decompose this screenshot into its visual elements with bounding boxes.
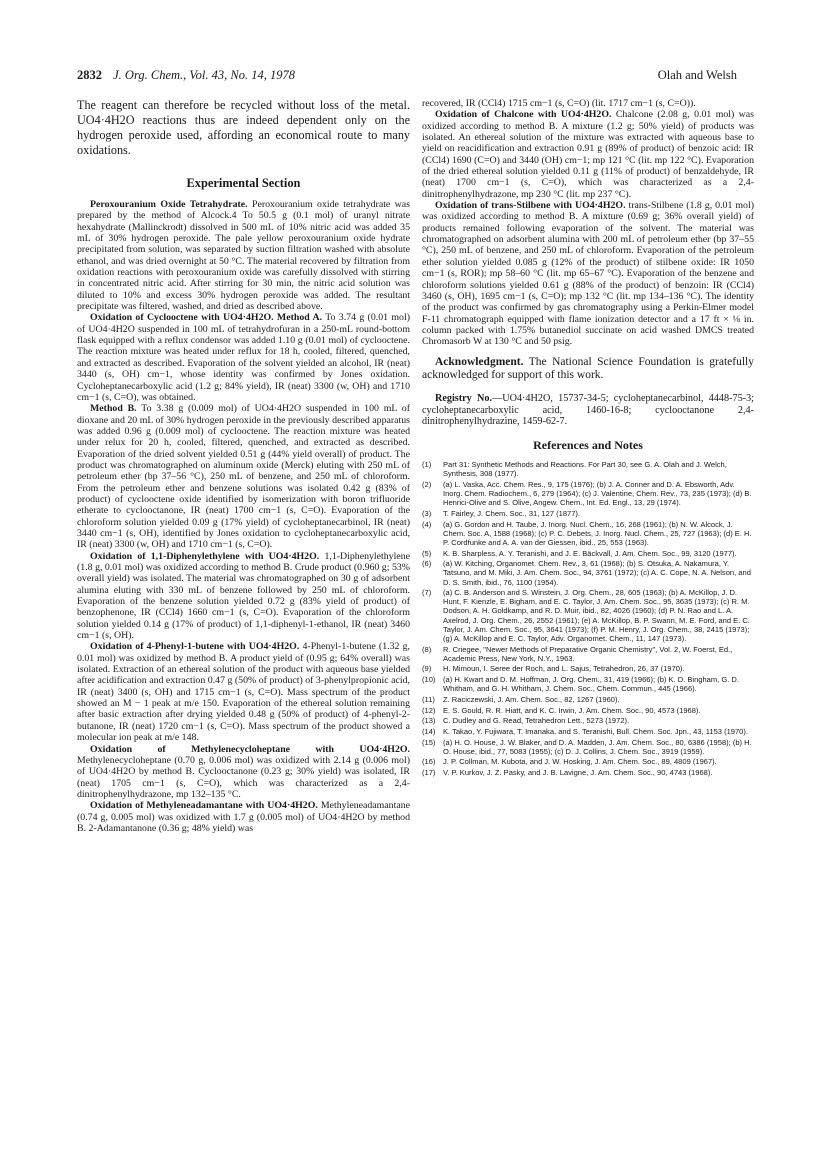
- reference-item: [422, 645, 754, 663]
- reference-number: (16): [422, 757, 436, 767]
- reference-text: Part 31: Synthetic Methods and Reactions. For Part 30, see G. A. Olah and J. Welch, Synthesis, 308 (1977).: [443, 460, 727, 479]
- procedure-title: Method B.: [90, 403, 137, 415]
- procedure-paragraph: [77, 312, 410, 403]
- reference-number: (17): [422, 767, 436, 777]
- journal-citation: J. Org. Chem., Vol. 43, No. 14, 1978: [113, 68, 295, 82]
- reference-text: (a) H. Kwart and D. M. Hoffman, J. Org. Chem., 31, 419 (1966); (b) K. D. Bingham, G. D. Whitham, and G. H. Whitham, J. Chem. Soc., Chem. Commun., 445 (1966).: [443, 675, 739, 694]
- reference-number: (7): [422, 588, 432, 598]
- procedure-paragraph: [77, 199, 410, 312]
- reference-text: (a) L. Vaska, Acc. Chem. Res., 9, 175 (1976); (b) J. A. Conner and D. A. Ebsworth, Adv. Inorg. Chem. Radiochem., 6, 279 (1964); (c) J. Valentine, Chem. Rev., 73, 235 (1973); (d) B. Henrici-Olive and S. Olive, Angew. Chem., Int. Ed. Engl., 13, 29 (1974).: [443, 479, 752, 508]
- procedure-paragraph: [77, 641, 410, 743]
- reference-number: (6): [422, 559, 432, 569]
- reference-number: (14): [422, 726, 436, 736]
- reference-item: [422, 757, 754, 766]
- reference-item: [422, 695, 754, 704]
- registry-text: —UO4·4H2O, 15737-34-5; cycloheptanecarbinol, 4448-75-3; cycloheptanecarboxylic acid, 1460-16-8; cyclooctanone 2,4-dinitrophenylhydrazine, 1459-62-7.: [422, 392, 754, 428]
- reference-text: C. Dudley and G. Read, Tetrahedron Lett., 5273 (1972).: [443, 716, 630, 726]
- page-number: 2832: [77, 68, 102, 82]
- reference-text: E. S. Gould, R. R. Hiatt, and K. C. Irwin, J. Am. Chem. Soc., 90, 4573 (1968).: [443, 705, 701, 715]
- procedure-title: Oxidation of Chalcone with UO4·4H2O.: [435, 109, 612, 121]
- left-column: [77, 98, 410, 834]
- reference-number: (13): [422, 716, 436, 726]
- reference-item: [422, 520, 754, 547]
- reference-text: K. B. Sharpless, A. Y. Teranishi, and J. E. Bäckvall, J. Am. Chem. Soc., 99, 3120 (1977).: [443, 548, 737, 558]
- procedure-text: Peroxouranium oxide tetrahydrate was prepared by the method of Alcock.4 To 50.5 g (0.1 mol) of uranyl nitrate hexahydrate (Mallinckrodt) dissolved in 500 mL of 10% nitric acid was added 35 mL of 30% hydrogen peroxide. The pale yellow peroxouranium oxide hydrate precipitated from solution, was separated by suction filtration washed with absolute ethanol, and was dried overnight at 50 °C. The material recovered by filtration from oxidation reactions with peroxouranium oxide was carefully dissolved with stirring in concentrated nitric acid. After stirring for 30 min, the nitric acid solution was diluted to 10% and excess 30% hydrogen peroxide was added. The resultant precipitate was filtered, washed, and dried as described above.: [77, 199, 410, 313]
- procedure-title: Peroxouranium Oxide Tetrahydrate.: [90, 199, 248, 210]
- procedure-title: Oxidation of Methylenecycloheptane with UO4·4H2O.: [90, 743, 410, 755]
- procedure-paragraph: [77, 551, 410, 642]
- reference-item: [422, 768, 754, 777]
- procedure-text: Chalcone (2.08 g, 0.01 mol) was oxidized according to method B. A mixture (1.2 g; 50% yield) of products was isolated. An ethereal solution of the mixture was extracted with aqueous base to yield on reacidification and extraction 0.91 g (89% of product) of benzoic acid: IR (CCl4) 1690 (C=O) and 3440 (OH) cm−1; mp 121 °C (lit. mp 122 °C). Evaporation of the dried ethereal solution yielded 0.11 g (11% of product) of benzaldehyde, IR (neat) 1700 cm−1 (s, C=O), which was characterized as a 2,4-dinitrophenylhydrazone, mp 230 °C (lit. mp 237 °C).: [422, 109, 754, 200]
- reference-item: [422, 738, 754, 756]
- reference-text: (a) W. Kitching, Organomet. Chem. Rev., 3, 61 (1968); (b) S. Otsuka, A. Nakamura, Y. Tatsuno, and M. Miki, J. Am. Chem. Soc., 94, 3761 (1972); (c) A. C. Cope, N. A. Nelson, and D. S. Smith, ibid., 76, 1100 (1954).: [443, 559, 751, 587]
- intro-paragraph: The reagent can therefore be recycled without loss of the metal. UO4·4H2O reactions thus are indeed dependent only on the hydrogen peroxide used, affording an economical route to many oxidations.: [77, 98, 410, 157]
- reference-number: (9): [422, 664, 432, 674]
- header-left: [77, 68, 295, 83]
- reference-item: [422, 716, 754, 725]
- procedure-title: Oxidation of 4-Phenyl-1-butene with UO4·4H2O.: [90, 641, 300, 653]
- reference-text: J. P. Collman, M. Kubota, and J. W. Hosking, J. Am. Chem. Soc., 89, 4809 (1967).: [443, 757, 717, 767]
- reference-number: (4): [422, 519, 432, 529]
- procedure-title: Oxidation of Methyleneadamantane with UO4·4H2O.: [90, 800, 318, 812]
- reference-text: (a) G. Gordon and H. Taube, J. Inorg. Nucl. Chem., 16, 268 (1961); (b) N. W. Alcock, J. Chem. Soc. A, 1588 (1968); (c) P. C. Debets, J. Inorg. Nucl. Chem., 25, 727 (1963); (d) E. H. P. Cordfunke and A. A. van der Giessen, ibid., 25, 553 (1963).: [443, 519, 752, 547]
- reference-text: Z. Raciczewski, J. Am. Chem. Soc., 82, 1267 (1960).: [443, 694, 620, 704]
- reference-item: [422, 727, 754, 736]
- reference-text: V. P. Kurkov, J. Z. Pasky, and J. B. Lavigne, J. Am. Chem. Soc., 90, 4743 (1968).: [443, 767, 713, 777]
- reference-number: (15): [422, 737, 436, 747]
- reference-item: [422, 549, 754, 558]
- reference-item: [422, 664, 754, 673]
- acknowledgment-text: The National Science Foundation is gratefully acknowledged for support of this work.: [422, 355, 755, 382]
- reference-number: (5): [422, 548, 432, 558]
- reference-item: [422, 460, 754, 478]
- reference-number: (8): [422, 644, 432, 654]
- reference-item: [422, 675, 754, 693]
- reference-number: (3): [422, 508, 432, 518]
- reference-text: (a) H. O. House, J. W. Blaker, and D. A. Madden, J. Am. Chem. Soc., 80, 6386 (1958); (b) H. O. House, ibid., 77, 5083 (1955); (c) D. J. Collins, J. Chem. Soc., 3919 (1959).: [443, 737, 752, 756]
- continued-text: recovered, IR (CCl4) 1715 cm−1 (s, C=O) (lit. 1717 cm−1 (s, C=O)).: [422, 98, 696, 109]
- references-heading: References and Notes: [533, 438, 643, 453]
- reference-item: [422, 706, 754, 715]
- procedure-paragraph: [77, 744, 410, 801]
- reference-item: [422, 559, 754, 586]
- reference-number: (12): [422, 705, 436, 715]
- reference-text: (a) C. B. Anderson and S. Winstein, J. Org. Chem., 28, 605 (1963); (b) A. McKillop, J. D. Hunt, F. Kienzle, E. Bigham, and E. C. Taylor, J. Am. Chem. Soc., 95, 3635 (1973); (c) R. M. Dodson, A. H. Goldkamp, and R. D. Muir, ibid., 82, 4026 (1960); (d) P. N. Rao and L. A. Axelrod, J. Org. Chem., 26, 2552 (1961); (e) A. McKillop, B. P. Swann, M. E. Ford, and E. C. Taylor, J. Am. Chem. Soc., 95, 3641 (1973); (f) P. M. Henry, J. Org. Chem., 38, 2415 (1973); (g) A. McKillop and E. C. Taylor, Adv. Organomet. Chem., 11, 147 (1973).: [443, 588, 750, 643]
- procedure-paragraph: [77, 403, 410, 550]
- reference-item: [422, 509, 754, 518]
- procedure-text: 1,1-Diphenylethylene (1.8 g, 0.01 mol) was oxidized according to method B. Crude product (0.960 g; 53% overall yield) was isolated. The material was chromatographed on 30 g of adsorbent alumina eluting with 330 mL of benzene followed by 250 mL of chloroform. Evaporation of the benzene solution yielded 0.72 g (83% yield of product) of benzophenone, IR (CCl4) 1660 cm−1 (s, C=O). Evaporation of the chloroform solution yielded 0.14 g (17% of product) of 1,1-diphenyl-1-ethanol, IR (neat) 3460 cm−1 (s, OH).: [77, 550, 410, 642]
- acknowledgment-title: Acknowledgment.: [435, 355, 524, 368]
- reference-text: K. Takao, Y. Fujiwara, T. Imanaka, and S. Teranishi, Bull. Chem. Soc. Jpn., 43, 1153 (1970).: [443, 726, 748, 736]
- procedure-text: Methyleneadamantane (0.74 g, 0.005 mol) was oxidized with 1.7 g (0.005 mol) of UO4·4H2O by method B. 2-Adamantanone (0.36 g; 48% yield) was: [77, 800, 410, 834]
- reference-text: T. Fairley, J. Chem. Soc., 31, 127 (1877).: [443, 508, 581, 518]
- procedure-text: To 3.74 g (0.01 mol) of UO4·4H2O suspended in 100 mL of tetrahydrofuran in a 250-mL round-bottom flask equipped with a reflux condensor was added 1.10 g (0.01 mol) of cyclooctene. The reaction mixture was heated under reflux for 18 h, cooled, filtered, quenched, and extracted as described. Evaporation of the solvent yielded an alcohol, IR (neat) 3440 (s, OH) cm−1, whose identity was confirmed by Jones oxidation. Cycloheptanecarboxylic acid (1.2 g; 84% yield), IR (neat) 3300 (w, OH) and 1710 cm−1 (s, C=O), was obtained.: [77, 312, 410, 403]
- procedure-title: Oxidation of Cyclooctene with UO4·4H2O. Method A.: [90, 312, 323, 324]
- experimental-heading: Experimental Section: [186, 176, 301, 190]
- reference-number: (2): [422, 479, 432, 489]
- reference-number: (1): [422, 460, 432, 470]
- reference-number: (10): [422, 675, 436, 685]
- procedure-title: Oxidation of trans-Stilbene with UO4·4H2O.: [435, 200, 626, 212]
- procedure-paragraph: [77, 800, 410, 834]
- reference-text: H. Mimoun, I. Seree der Roch, and L. Sajus, Tetrahedron, 26, 37 (1970).: [443, 664, 685, 674]
- procedure-title: Oxidation of 1,1-Diphenylethylene with UO4·4H2O.: [90, 550, 320, 562]
- reference-item: [422, 588, 754, 643]
- references-list: [422, 460, 754, 777]
- right-column: [422, 98, 754, 779]
- reference-number: (11): [422, 694, 435, 704]
- procedure-text: 4-Phenyl-1-butene (1.32 g, 0.01 mol) was oxidized by method B. A product yield of (0.95 g; 64% overall) was isolated. Extraction of an ethereal solution of the product with aqueous base yielded after acidification and extraction 0.47 g (50% of product) of 3-phenylpropionic acid, IR (neat) 3400 (s, OH) and 1715 cm−1 (s, C=O). Mass spectrum of the product showed an M − 1 peak at m/e 150. Evaporation of the ethereal solution remaining after basic extraction after drying yielded 0.48 g (50% of product) of 4-phenyl-2-butanone, IR (neat) 1720 cm−1 (s, C=O). Mass spectrum of the product showed a molecular ion peak at m/e 148.: [77, 641, 410, 744]
- registry-title: Registry No.: [435, 392, 493, 404]
- acknowledgment: [422, 356, 754, 383]
- reference-text: R. Criegee, "Newer Methods of Preparative Organic Chemistry", Vol. 2, W. Foerst, Ed., Academic Press, New York, N.Y., 1963.: [443, 644, 733, 663]
- registry-numbers: [422, 393, 754, 428]
- procedure-text: trans-Stilbene (1.8 g, 0.01 mol) was oxidized according to method B. A mixture (0.69 g; 36% overall yield) of products remained following evaporation of the solvent. The material was chromatographed on adsorbent alumina with 200 mL of petroleum ether (bp 37–55 °C), 250 mL of benzene, and 250 mL of chloroform. Evaporation of the petroleum ether solution yielded 0.085 g (12% of the product) of stilbene oxide: IR 1050 cm−1 (s, ROR); mp 58–60 °C (lit. mp 65–67 °C). Evaporation of the benzene and chloroform solutions yielded 0.61 g (88% of the product) of benzoin: IR (CCl4) 3460 (s, OH), 1695 cm−1 (s, C=O); mp 132 °C (lit. mp 134–136 °C). The identity of the product was confirmed by gas chromatography using a Perkin-Elmer model F-11 chromatograph equipped with flame ionization detector and a 17 ft × ⅛ in. column packed with 1.75% butanediol succinate on acid washed DMCS treated Chromasorb W at 130 °C and 50 psig.: [422, 200, 754, 348]
- procedure-text: Methylenecycloheptane (0.70 g, 0.006 mol) was oxidized with 2.14 g (0.006 mol) of UO4·4H2O by method B. Cyclooctanone (0.23 g; 30% yield) was isolated, IR (neat) 1705 cm−1 (s, C=O), which was characterized as a 2,4-dinitrophenylhydrazone, mp 132–135 °C.: [77, 754, 410, 800]
- procedure-paragraph: [422, 200, 754, 347]
- page-header: [77, 68, 737, 84]
- procedure-text: To 3.38 g (0.009 mol) of UO4·4H2O suspended in 100 mL of dioxane and 20 mL of 30% hydrogen peroxide in the previously described apparatus was added 0.96 g (0.009 mol) of cyclooctene. The reaction mixture was heated under relux for 20 h, cooled, filtered, quenched, and extracted as described. Evaporation of the dried solvent yielded 0.51 g (44% yield overall) of product. The product was chromatographed on aluminum oxide (Merck) eluting with 250 mL of petroleum ether (bp 37–56 °C), 250 mL of benzene, and 250 mL of chloroform. From the petroleum ether and benzene solutions was isolated 0.42 g (83% of product) of cyclooctene oxide identified by isomerization with boron trifluoride etherate to cyclooctanone, IR (neat) 1700 cm−1 (s, C=O). Evaporation of the chloroform solution yielded 0.09 g (17% yield) of cycloheptanecarbinol, IR (neat) 3440 cm−1 (s, OH), identified by Jones oxidation to cycloheptanecarboxylic acid, IR (neat) 3300 (w, OH) and 1710 cm−1 (s, C=O).: [77, 403, 411, 551]
- procedure-paragraph: [422, 109, 754, 200]
- reference-item: [422, 480, 754, 507]
- header-authors: Olah and Welsh: [657, 68, 737, 82]
